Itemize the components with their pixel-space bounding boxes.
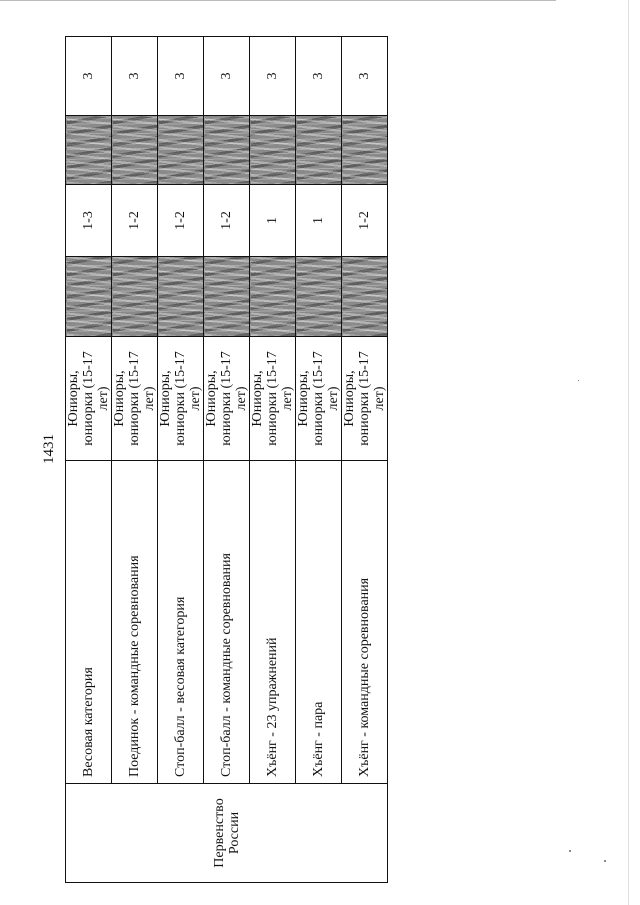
places-cell: 1-2 [204,185,250,257]
discipline-cell: Поединок - командные соревнования [112,461,158,784]
redacted-cell [66,257,112,337]
count-cell: 3 [112,37,158,116]
redacted-cell [66,116,112,185]
competition-table [65,36,388,883]
age-group-cell: Юниоры, юниорки (15-17 лет) [158,337,204,461]
redacted-cell [204,116,250,185]
redacted-cell [250,116,296,185]
places-cell: 1-2 [158,185,204,257]
places-cell: 1-3 [66,185,112,257]
page-number: 1431 [41,434,57,464]
redacted-cell [342,116,388,185]
places-cell: 1-2 [112,185,158,257]
table-row [66,37,112,883]
rotated-document [41,37,387,883]
table-row [204,37,250,883]
age-group-cell: Юниоры, юниорки (15-17 лет) [204,337,250,461]
discipline-cell: Хъёнг - 23 упражнений [250,461,296,784]
table-row [250,37,296,883]
redacted-cell [296,116,342,185]
table-row [112,37,158,883]
count-cell: 3 [204,37,250,116]
count-cell: 3 [342,37,388,116]
count-cell: 3 [250,37,296,116]
age-group-cell: Юниоры, юниорки (15-17 лет) [296,337,342,461]
places-cell: 1 [296,185,342,257]
scan-speck [604,860,606,862]
age-group-cell: Юниоры, юниорки (15-17 лет) [66,337,112,461]
discipline-cell: Стоп-балл - весовая категория [158,461,204,784]
table-row [296,37,342,883]
age-group-cell: Юниоры, юниорки (15-17 лет) [342,337,388,461]
table-row [342,37,388,883]
discipline-cell: Весовая категория [66,461,112,784]
scan-right-edge [628,0,629,905]
redacted-cell [112,257,158,337]
redacted-cell [342,257,388,337]
discipline-cell: Стоп-балл - командные соревнования [204,461,250,784]
redacted-cell [204,257,250,337]
redacted-cell [250,257,296,337]
scan-speck [578,380,579,381]
redacted-cell [158,257,204,337]
redacted-cell [112,116,158,185]
count-cell: 3 [296,37,342,116]
rotated-content [41,37,387,883]
discipline-cell: Хъёнг - командные соревнования [342,461,388,784]
redacted-cell [158,116,204,185]
count-cell: 3 [66,37,112,116]
table-row [158,37,204,883]
places-cell: 1-2 [342,185,388,257]
event-cell: Первенство России [66,784,388,883]
places-cell: 1 [250,185,296,257]
discipline-cell: Хъёнг - пара [296,461,342,784]
redacted-cell [296,257,342,337]
scan-speck [569,850,571,852]
scan-top-edge [0,0,556,1]
age-group-cell: Юниоры, юниорки (15-17 лет) [250,337,296,461]
age-group-cell: Юниоры, юниорки (15-17 лет) [112,337,158,461]
count-cell: 3 [158,37,204,116]
